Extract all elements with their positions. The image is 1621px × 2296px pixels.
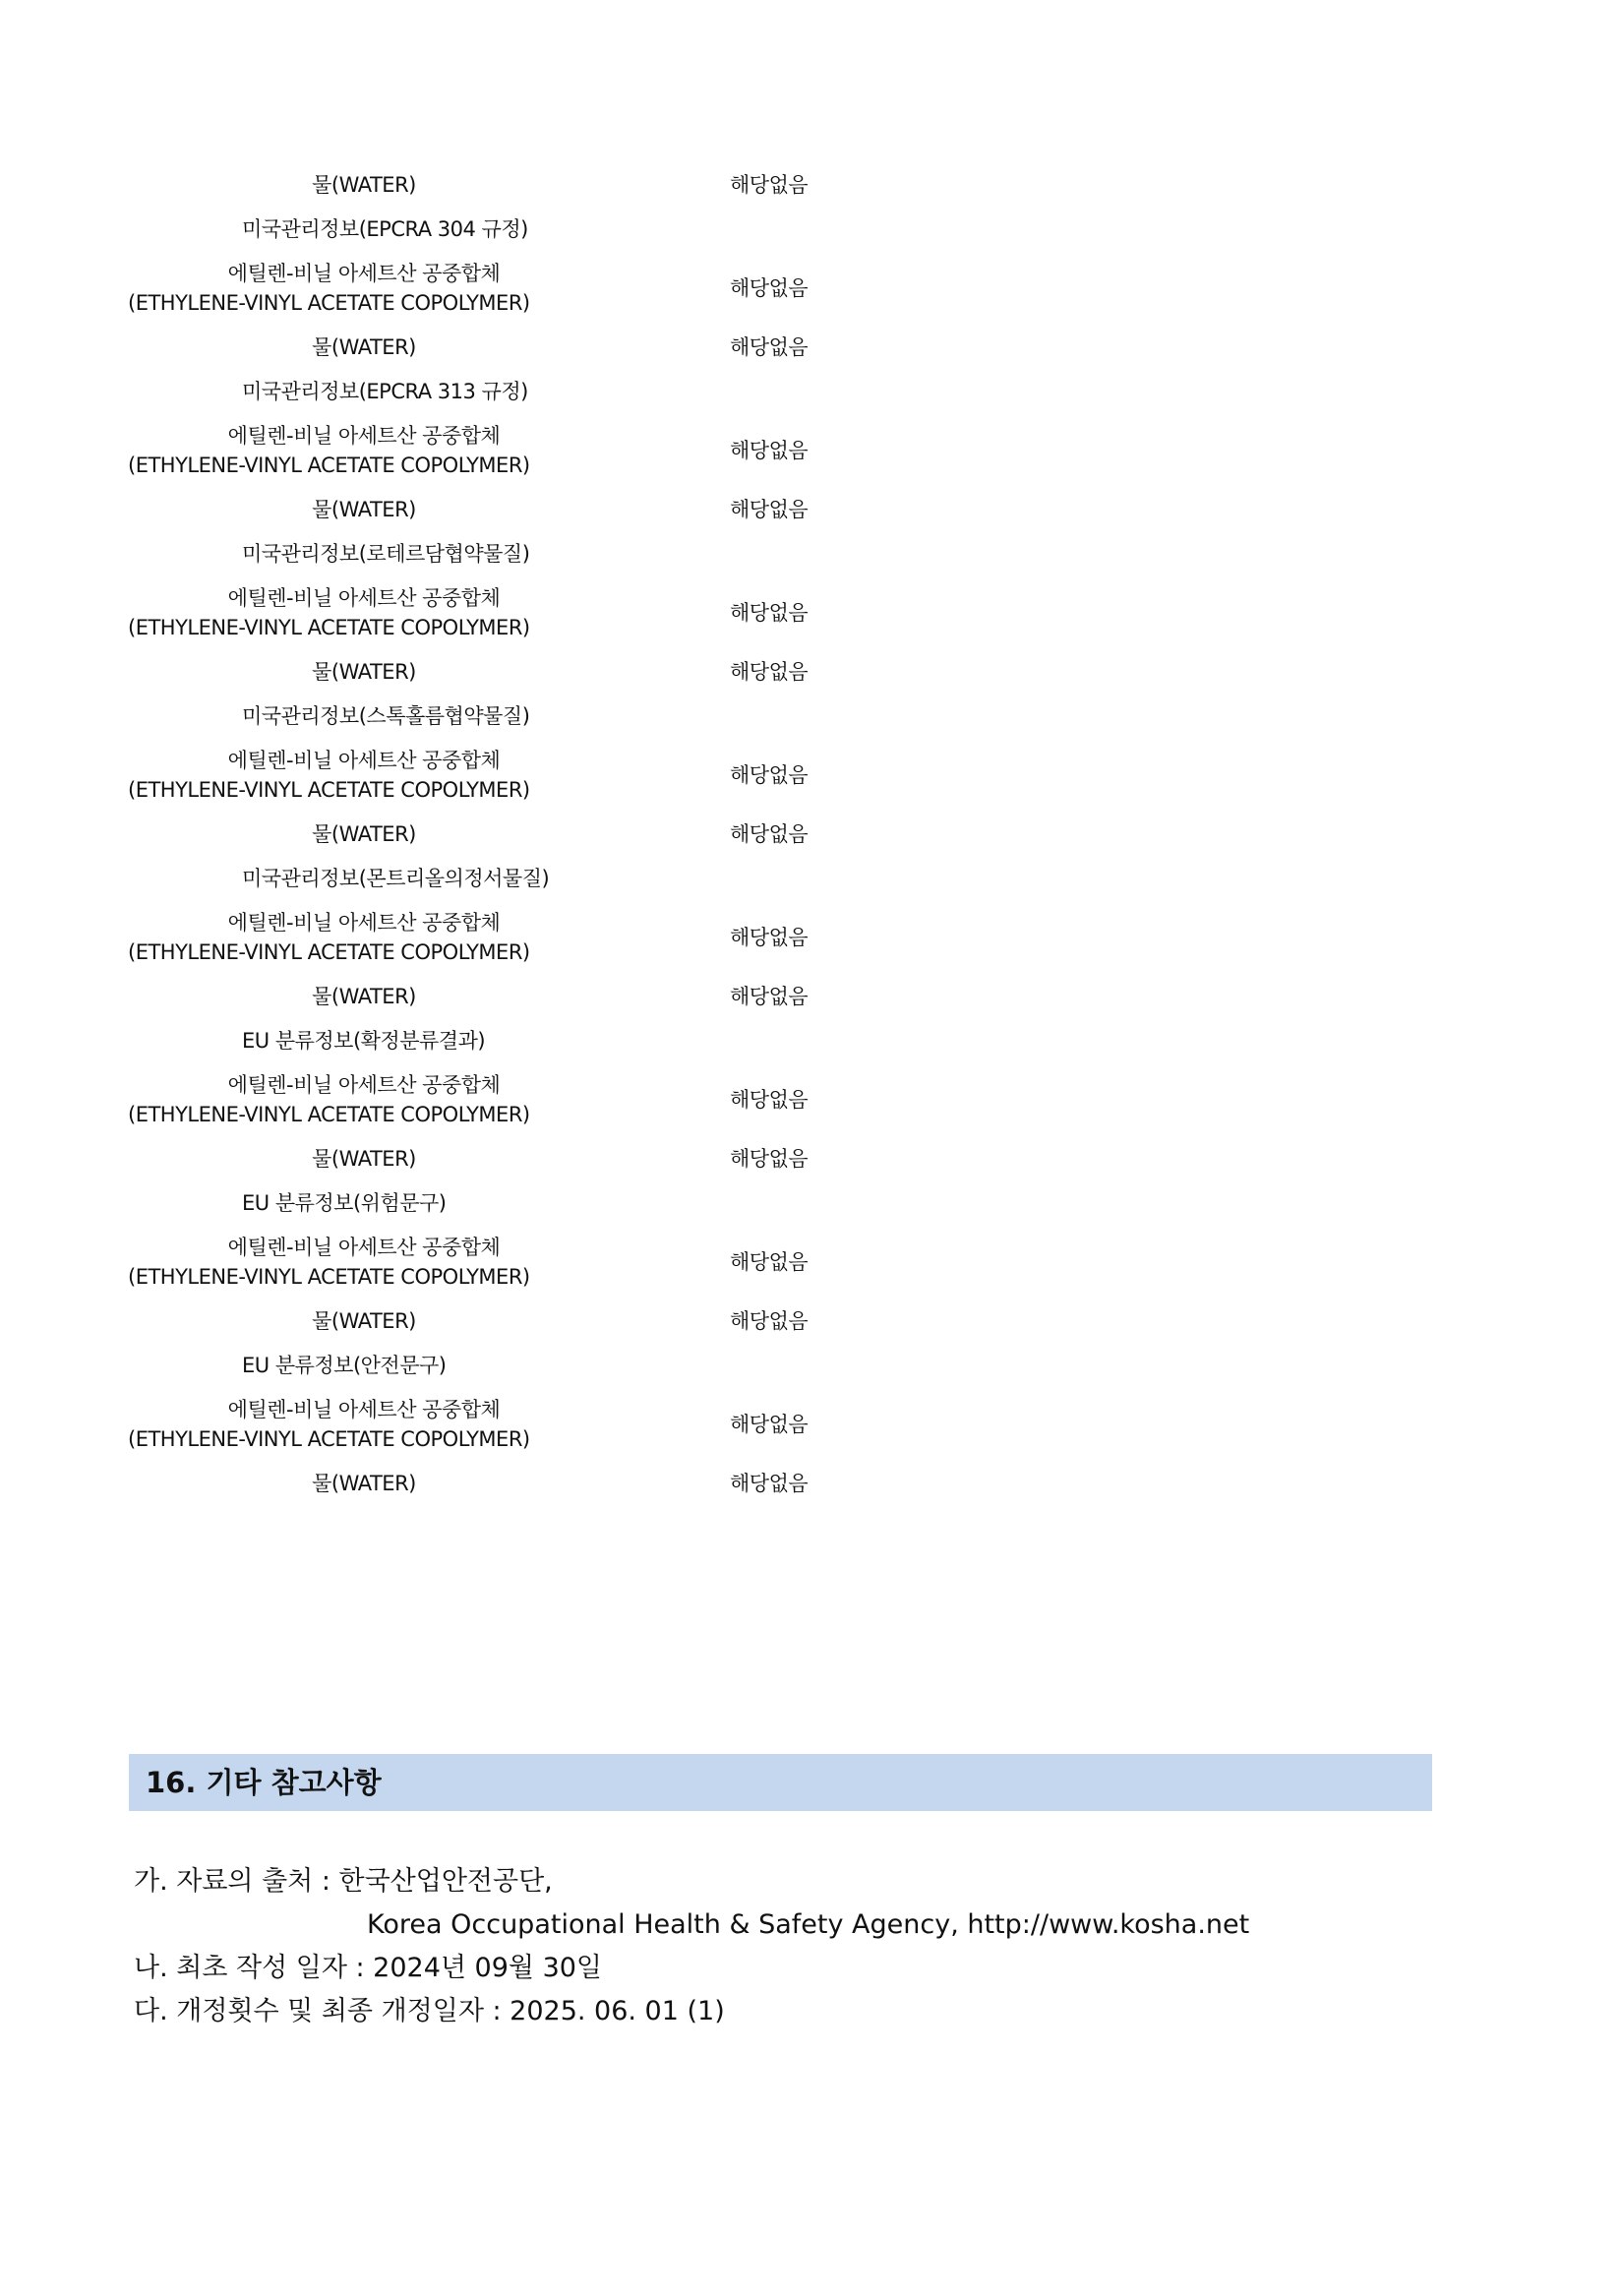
regulation-value: 해당없음 [730, 276, 809, 300]
regulation-heading-title: EU 분류정보(위험문구) [242, 1191, 447, 1215]
regulation-value: 해당없음 [730, 1147, 809, 1171]
regulation-row [0, 650, 1621, 695]
substance-name-en: (ETHYLENE-VINYL ACETATE COPOLYMER) [128, 1103, 530, 1126]
regulation-value: 해당없음 [730, 926, 809, 949]
substance-name-en: (ETHYLENE-VINYL ACETATE COPOLYMER) [128, 616, 530, 639]
substance-name-ko: 에틸렌-비닐 아세트산 공중합체 [227, 262, 501, 285]
regulation-row [0, 488, 1621, 532]
regulation-row [0, 1462, 1621, 1506]
regulation-row [0, 414, 1621, 488]
regulation-row [0, 901, 1621, 975]
regulation-row [0, 1226, 1621, 1299]
regulation-heading-title: EU 분류정보(안전문구) [242, 1354, 447, 1377]
substance-name-en: (ETHYLENE-VINYL ACETATE COPOLYMER) [128, 1427, 530, 1451]
substance-name: 물(WATER) [312, 498, 416, 521]
section-16-title: 16. 기타 참고사항 [146, 1766, 382, 1799]
regulation-value: 해당없음 [730, 660, 809, 684]
regulation-row [0, 975, 1621, 1019]
regulation-value: 해당없음 [730, 1250, 809, 1274]
substance-name-ko: 에틸렌-비닐 아세트산 공중합체 [227, 911, 501, 935]
substance-name-ko: 에틸렌-비닐 아세트산 공중합체 [227, 424, 501, 448]
substance-name-ko: 에틸렌-비닐 아세트산 공중합체 [227, 1398, 501, 1421]
regulation-value: 해당없음 [730, 335, 809, 359]
regulation-heading-title: 미국관리정보(EPCRA 313 규정) [242, 380, 528, 403]
regulation-heading [0, 695, 1621, 739]
regulation-row [0, 163, 1621, 208]
substance-name: 물(WATER) [312, 1147, 416, 1171]
regulation-value: 해당없음 [730, 1472, 809, 1495]
substance-name-en: (ETHYLENE-VINYL ACETATE COPOLYMER) [128, 940, 530, 964]
regulation-value: 해당없음 [730, 1309, 809, 1333]
substance-name-ko: 에틸렌-비닐 아세트산 공중합체 [227, 749, 501, 772]
substance-name-ko: 에틸렌-비닐 아세트산 공중합체 [227, 1073, 501, 1097]
substance-name: 물(WATER) [312, 985, 416, 1008]
substance-name: 물(WATER) [312, 173, 416, 197]
regulation-value: 해당없음 [730, 498, 809, 521]
regulation-heading [0, 857, 1621, 901]
regulation-heading [0, 208, 1621, 252]
regulation-row [0, 813, 1621, 857]
substance-name-en: (ETHYLENE-VINYL ACETATE COPOLYMER) [128, 778, 530, 802]
regulation-value: 해당없음 [730, 601, 809, 625]
regulation-heading-title: 미국관리정보(몬트리올의정서물질) [242, 867, 550, 890]
regulation-row [0, 1299, 1621, 1344]
regulation-row [0, 252, 1621, 326]
regulation-row [0, 576, 1621, 650]
substance-name: 물(WATER) [312, 335, 416, 359]
regulation-row [0, 1137, 1621, 1181]
regulation-value: 해당없음 [730, 439, 809, 462]
source-line-2: Korea Occupational Health & Safety Agency, http://www.kosha.net [367, 1909, 1250, 1940]
substance-name: 물(WATER) [312, 1472, 416, 1495]
regulation-row [0, 326, 1621, 370]
substance-name: 물(WATER) [312, 822, 416, 846]
regulation-value: 해당없음 [730, 173, 809, 197]
regulation-heading-title: 미국관리정보(로테르담협약물질) [242, 542, 530, 566]
regulation-heading [0, 1019, 1621, 1063]
substance-name-en: (ETHYLENE-VINYL ACETATE COPOLYMER) [128, 1265, 530, 1289]
regulation-row [0, 739, 1621, 813]
substance-name-ko: 에틸렌-비닐 아세트산 공중합체 [227, 586, 501, 610]
regulation-heading-title: 미국관리정보(EPCRA 304 규정) [242, 217, 528, 241]
substance-name-ko: 에틸렌-비닐 아세트산 공중합체 [227, 1236, 501, 1259]
source-line-1: 가. 자료의 출처 : 한국산업안전공단, [134, 1866, 553, 1897]
regulation-heading-title: EU 분류정보(확정분류결과) [242, 1029, 486, 1053]
regulation-heading-title: 미국관리정보(스톡홀름협약물질) [242, 704, 530, 728]
regulation-value: 해당없음 [730, 985, 809, 1008]
revision-info: 다. 개정횟수 및 최종 개정일자 : 2025. 06. 01 (1) [134, 1996, 725, 2026]
regulation-row [0, 1063, 1621, 1137]
first-written-date: 나. 최초 작성 일자 : 2024년 09월 30일 [134, 1953, 603, 1983]
regulation-list [0, 163, 1621, 1506]
regulation-heading [0, 1344, 1621, 1388]
substance-name: 물(WATER) [312, 1309, 416, 1333]
substance-name: 물(WATER) [312, 660, 416, 684]
regulation-value: 해당없음 [730, 1088, 809, 1112]
substance-name-en: (ETHYLENE-VINYL ACETATE COPOLYMER) [128, 291, 530, 315]
substance-name-en: (ETHYLENE-VINYL ACETATE COPOLYMER) [128, 453, 530, 477]
regulation-value: 해당없음 [730, 822, 809, 846]
regulation-value: 해당없음 [730, 763, 809, 787]
regulation-row [0, 1388, 1621, 1462]
regulation-heading [0, 1181, 1621, 1226]
regulation-heading [0, 370, 1621, 414]
regulation-heading [0, 532, 1621, 576]
regulation-value: 해당없음 [730, 1413, 809, 1436]
